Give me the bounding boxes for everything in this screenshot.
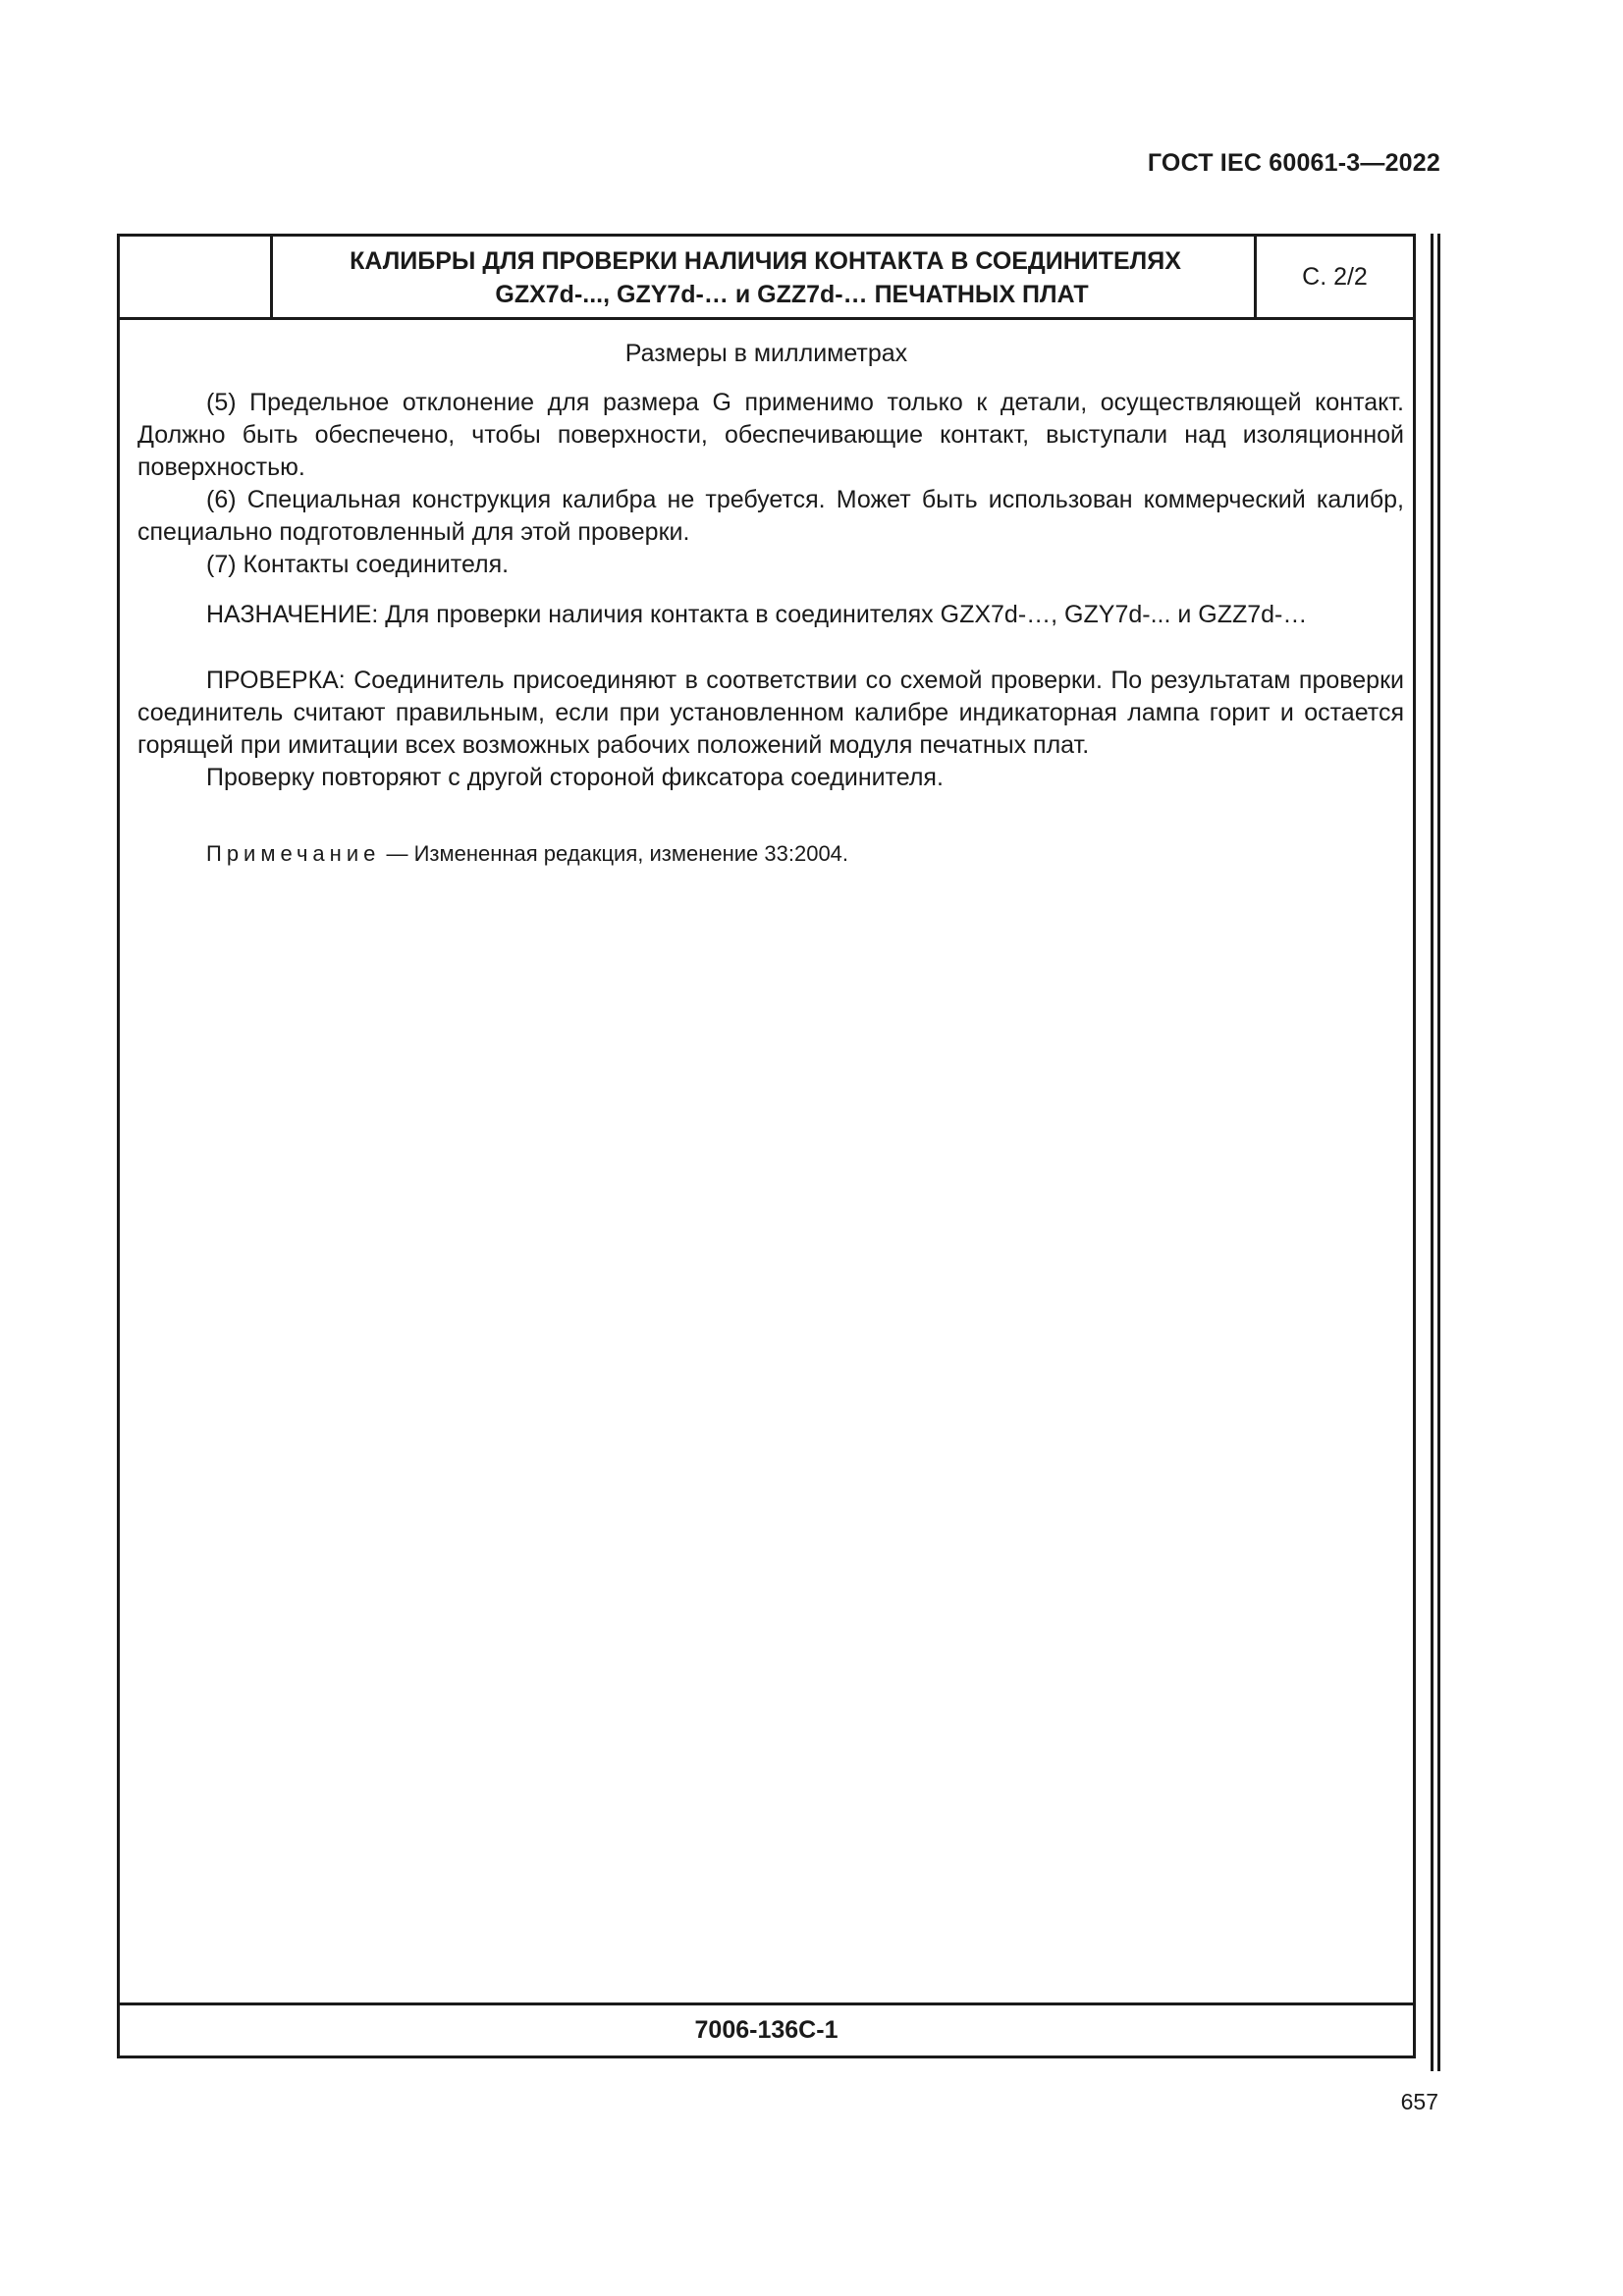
sheet-title-line2: GZX7d-..., GZY7d-… и GZZ7d-… ПЕЧАТНЫХ ПЛАТ: [495, 281, 1089, 308]
drawing-frame: [117, 234, 1416, 2058]
body-text: [137, 387, 1404, 870]
purpose-paragraph: НАЗНАЧЕНИЕ: Для проверки наличия контакта в соединителях GZX7d-…, GZY7d-... и GZZ7d-…: [206, 601, 1308, 628]
sheet-code: 7006-136С-1: [120, 2002, 1413, 2056]
binding-line-2: [1437, 234, 1440, 2071]
note-label: Примечание: [206, 841, 381, 866]
check-paragraph: ПРОВЕРКА: Соединитель присоединяют в соответствии со схемой проверки. По результатам проверки соединитель считают правильным, если при установленном калибре индикаторная лампа горит и остается горящей при имитации всех возможных рабочих положений модуля печатных плат.: [137, 667, 1404, 759]
title-block: [120, 237, 1413, 320]
note-text: — Измененная редакция, изменение 33:2004.: [380, 841, 849, 866]
page-number: 657: [1400, 2089, 1438, 2114]
note: [137, 837, 1404, 870]
binding-line-1: [1431, 234, 1434, 2071]
sheet-title-line1: КАЛИБРЫ ДЛЯ ПРОВЕРКИ НАЛИЧИЯ КОНТАКТА В СОЕДИНИТЕЛЯХ: [350, 247, 1181, 275]
sheet-title: [273, 237, 1380, 317]
repeat-paragraph: Проверку повторяют с другой стороной фиксатора соединителя.: [206, 764, 944, 791]
item-7: (7) Контакты соединителя.: [206, 551, 510, 578]
units-note: Размеры в миллиметрах: [624, 340, 908, 367]
standard-code: ГОСТ IEC 60061-3—2022: [1147, 149, 1440, 177]
sheet-number: С. 2/2: [1254, 237, 1413, 317]
item-5: (5) Предельное отклонение для размера G применимо только к детали, осуществляющей контакт. Должно быть обеспечено, чтобы поверхности, обеспечивающие контакт, выступали над изоляционной поверхностью.: [137, 389, 1404, 481]
item-6: (6) Специальная конструкция калибра не требуется. Может быть использован коммерческий калибр, специально подготовленный для этой проверки.: [137, 486, 1404, 546]
